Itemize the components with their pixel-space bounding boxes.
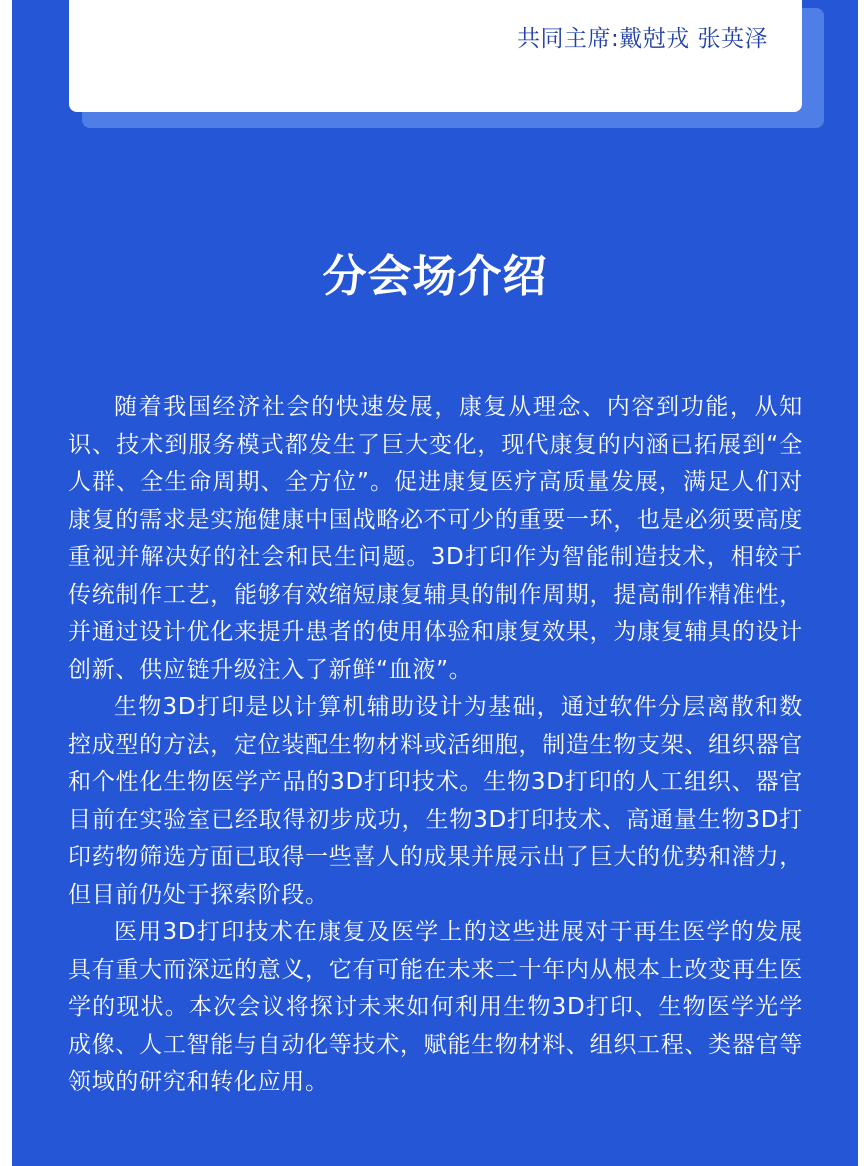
paragraph-2: 生物3D打印是以计算机辅助设计为基础，通过软件分层离散和数控成型的方法，定位装配生物材料或活细胞，制造生物支架、组织器官和个性化生物医学产品的3D打印技术。生物3D打印的人工组织、器官目前在实验室已经取得初步成功，生物3D打印技术、高通量生物3D打印药物筛选方面已取得一些喜人的成果并展示出了巨大的优势和潜力，但目前仍处于探索阶段。 <box>68 694 803 908</box>
section-title: 分会场介绍 <box>322 251 548 302</box>
paragraph-1: 随着我国经济社会的快速发展，康复从理念、内容到功能，从知识、技术到服务模式都发生了巨大变化，现代康复的内涵已拓展到“全人群、全生命周期、全方位”。促进康复医疗高质量发展，满足人们对康复的需求是实施健康中国战略必不可少的重要一环，也是必须要高度重视并解决好的社会和民生问题。3D打印作为智能制造技术，相较于传统制作工艺，能够有效缩短康复辅具的制作周期，提高制作精准性，并通过设计优化来提升患者的使用体验和康复效果，为康复辅具的设计创新、供应链升级注入了新鲜“血液”。 <box>68 394 803 683</box>
chairs-card <box>69 0 802 112</box>
paragraph-3: 医用3D打印技术在康复及医学上的这些进展对于再生医学的发展具有重大而深远的意义，它有可能在未来二十年内从根本上改变再生医学的现状。本次会议将探讨未来如何利用生物3D打印、生物医学光学成像、人工智能与自动化等技术，赋能生物材料、组织工程、类器官等领域的研究和转化应用。 <box>68 919 803 1095</box>
section-body <box>68 389 803 1102</box>
co-chairs-text: 共同主席:戴尅戎 张英泽 <box>516 26 768 52</box>
page-background <box>12 0 858 1166</box>
